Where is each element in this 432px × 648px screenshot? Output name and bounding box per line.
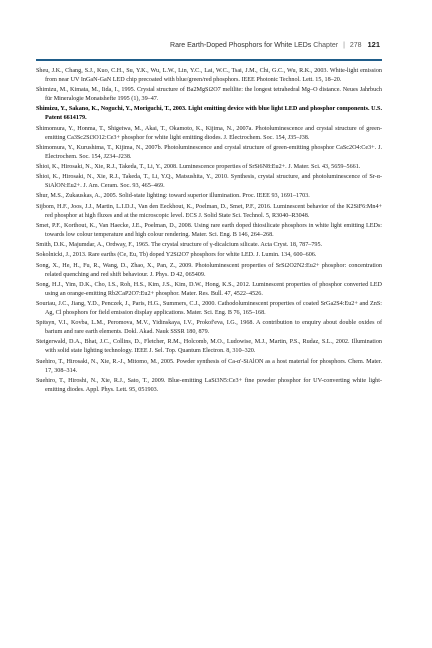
reference-item: Shimomura, Y., Kurushima, T., Kijima, N., 2007b. Photoluminescence and crystal structure of green-emitting phosphor CaSc2O4:Ce3+. J. Electrochem. Soc. 154, J234–J238. <box>36 144 382 160</box>
reference-item: Suehiro, T., Hirosaki, N., Xie, R.-J., Mitomo, M., 2005. Powder synthesis of Ca-α'-SiAlON as a host material for phosphors. Chem. Mater. 17, 308–314. <box>36 358 382 374</box>
reference-item: Shioi, K., Hirosaki, N., Xie, R.J., Takeda, T., Li, Y., 2008. Luminescence properties of SrSi6N8:Eu2+. J. Mater. Sci. 43, 5659–5661. <box>36 164 361 171</box>
header-rule <box>36 59 382 61</box>
reference-item: Suehiro, T., Hiroshi, N., Xie, R.J., Sato, T., 2009. Blue-emitting LaSi3N5:Ce3+ fine powder phosphor for UV-converting white light-emitting diodes. Appl. Phys. Lett. 95, 051903. <box>36 377 382 393</box>
reference-item: Shimizu, Y., Sakano, K., Noguchi, Y., Moriguchi, T., 2003. Light emitting device with blue light LED and phosphor components. U.S. Patent 6614179. <box>36 106 382 122</box>
header-separator: | <box>343 42 345 49</box>
reference-item: Sheu, J.K., Chang, S.J., Kuo, C.H., Su, Y.K., Wu, L.W., Lin, Y.C., Lai, W.C., Tsai, J.M., Chi, G.C., Wu, R.K., 2003. White-light emission from near UV InGaN-GaN LED chip precoated with blue/green/red phosphors. IEEE Photonic Technol. Lett. 15, 18–20. <box>36 68 382 83</box>
reference-item: Shur, M.S., Zukauskas, A., 2005. Solid-state lighting: toward superior illumination. Proc. IEEE 93, 1691–1703. <box>36 193 310 200</box>
book-title: Rare Earth-Doped Phosphors for White LEDs <box>170 42 312 49</box>
reference-item: Shimomura, Y., Honma, T., Shigeiwa, M., Akai, T., Okamoto, K., Kijima, N., 2007a. Photoluminescence and crystal structure of green-emitting Ca3Sc2Si3O12:Ce3+ phosphor for white light emitting diodes. J. Electrochem. Soc. 154, J35–J38. <box>36 125 382 141</box>
reference-item: Song, X., He, H., Fu, R., Wang, D., Zhao, X., Pan, Z., 2009. Photoluminescent properties of SrSi2O2N2:Eu2+ phosphor: concentration related quenching and red shift behaviour. J. Phys. D 42, 065409. <box>36 262 382 278</box>
reference-item: Smith, D.K., Majumdar, A., Ordway, F., 1965. The crystal structure of γ-dicalcium silicate. Acta Cryst. 18, 787–795. <box>36 242 323 249</box>
reference-item: Shioi, K., Hirosaki, N., Xie, R.J., Takeda, T., Li, Y.Q., Matsushita, Y., 2010. Synthesis, crystal structure, and photoluminescence of Sr-α-SiAlON:Eu2+. J. Am. Ceram. Soc. 93, 465–469. <box>36 174 382 190</box>
reference-item: Shimizu, M., Kimata, M., Iida, I., 1995. Crystal structure of Ba2MgSi2O7 melilite: the longest tetrahedral Mg–O distance. Neues Jahrbuch für Mineralogie Monatshefte 1995 (1), 39–47. <box>36 87 382 103</box>
running-head <box>170 40 380 49</box>
reference-item: Sokolnicki, J., 2013. Rare earths (Ce, Eu, Tb) doped Y2Si2O7 phosphors for white LED. J. Lumin. 134, 600–606. <box>36 252 317 259</box>
page-number: 121 <box>367 40 380 49</box>
chapter-label: Chapter <box>313 42 339 49</box>
reference-item: Sijbom, H.F., Joos, J.J., Martin, L.I.D.J., Van den Eeckhout, K., Poelman, D., Smet, P.F., 2016. Luminescent behavior of the K2SiF6:Mn4+ red phosphor at high fluxes and at the microscopic level. ECS J. Solid State Sci. Technol. 5, R3040–R3048. <box>36 203 382 219</box>
chapter-number: 278 <box>349 42 362 49</box>
reference-item: Smet, P.F., Korthout, K., Van Haecke, J.E., Poelman, D., 2008. Using rare earth doped thiosilicate phosphors in white light emitting LEDs: towards low colour temperature and high colour rendering. Mater. Sci. Eng. B 146, 264–268. <box>36 222 382 238</box>
reference-list <box>36 67 382 396</box>
reference-item: Souriau, J.C., Jiang, Y.D., Penczek, J., Paris, H.G., Summers, C.J., 2000. Cathodoluminescent properties of coated SrGa2S4:Eu2+ and ZnS: Ag, Cl phosphors for field emission display applications. Mater. Sci. Eng. B 76, 165–168. <box>36 301 382 316</box>
reference-item: Steigerwald, D.A., Bhat, J.C., Collins, D., Fletcher, R.M., Holcomb, M.O., Ludowise, M.J., Martin, P.S., Rudaz, S.L., 2002. Illumination with solid state lighting technology. IEEE J. Sel. Top. Quantum Electron. 8, 310–320. <box>36 339 382 355</box>
reference-item: Song, H.J., Yim, D.K., Cho, I.S., Roh, H.S., Kim, J.S., Kim, D.W., Hong, K.S., 2012. Luminescent properties of phosphor converted LED using an orange-emitting Rb2CaP2O7:Eu2+ phosphor. Mater. Res. Bull. 47, 4522–4526. <box>36 281 382 297</box>
reference-item: Spitsyn, V.I., Kovba, L.M., Peromova, M.V., Yidinskaya, I.V., Prokof'eva, I.G., 1968. A contribution to enquiry about double oxides of barium and rare earth elements. Dokl. Akad. Nauk SSSR 180, 879. <box>36 320 382 336</box>
